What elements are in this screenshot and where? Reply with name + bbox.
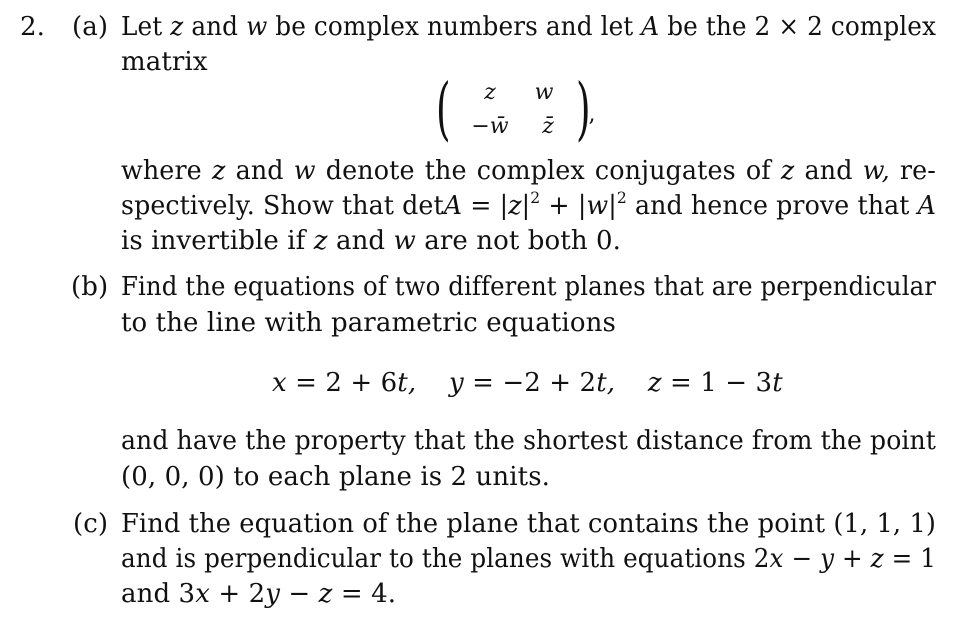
parametric-equations: x = 2 + 6t, y = −2 + 2t, z = 1 − 3t <box>272 368 783 398</box>
part-b-line-2: to the line with parametric equations <box>121 308 616 338</box>
part-a-line-2: matrix <box>121 47 208 77</box>
part-b-line-1: Find the equations of two different planes that are perpendicular <box>121 272 937 302</box>
matrix-r1c1: z <box>484 80 496 105</box>
part-b-label: (b) <box>71 272 109 302</box>
part-a-line-3: where z and w denote the complex conjugates of z and w, re- <box>121 156 936 186</box>
matrix-r2c2: z̄ <box>542 114 554 139</box>
part-a-label: (a) <box>72 12 109 42</box>
part-c-line-1: Find the equation of the plane that contains the point (1, 1, 1) <box>121 509 937 539</box>
part-a-line-1: Let z and w be complex numbers and let A be the 2 × 2 complex <box>121 12 937 42</box>
matrix-left-paren: ( <box>435 70 451 149</box>
matrix-r2c1: −w̄ <box>471 114 509 139</box>
matrix-trailing-comma: , <box>588 102 596 127</box>
part-b-line-3: and have the property that the shortest distance from the point <box>121 426 936 456</box>
part-a-line-4: spectively. Show that $\det A = |z|^2 + |w|^2$ and hence prove that A <box>121 188 937 221</box>
matrix-right-paren: ) <box>575 70 591 149</box>
part-c-line-3: and 3x + 2y − z = 4. <box>121 579 397 609</box>
part-a-line-5: is invertible if z and w are not both 0. <box>121 226 622 256</box>
part-c-label: (c) <box>73 509 109 539</box>
part-c-line-2: and is perpendicular to the planes with equations 2x − y + z = 1 <box>121 544 937 574</box>
question-number: 2. <box>20 12 46 42</box>
matrix-r1c2: w <box>534 80 554 105</box>
part-b-line-4: (0, 0, 0) to each plane is 2 units. <box>121 462 551 492</box>
matrix <box>430 70 610 149</box>
